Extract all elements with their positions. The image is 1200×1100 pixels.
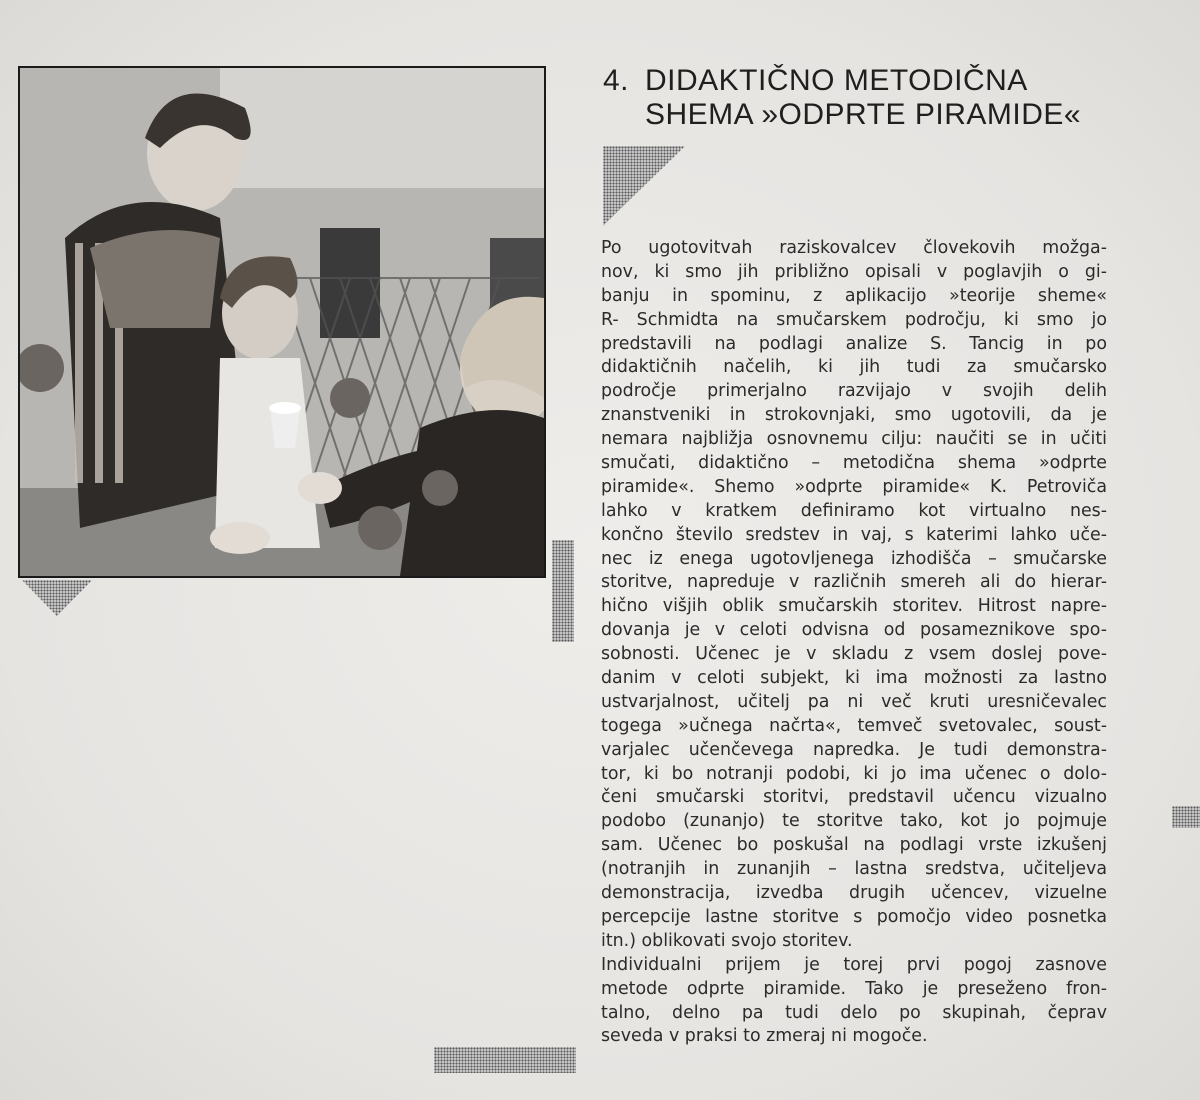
body-line: končno število sredstev in vaj, s katerimi lahko uče- bbox=[601, 524, 1107, 545]
body-line: čeni smučarski storitvi, predstavil učencu vizualno bbox=[601, 787, 1107, 808]
body-line: sam. Učenec bo poskušal na podlagi vrste izkušenj bbox=[601, 835, 1107, 856]
dotted-bottom-bar-decoration bbox=[434, 1047, 576, 1073]
body-line: seveda v praksi to zmeraj ni mogoče. bbox=[601, 1026, 928, 1047]
section-number: 4. bbox=[603, 64, 630, 97]
body-line: talno, delno pa tudi delo po skupinah, čeprav bbox=[601, 1002, 1107, 1023]
body-line: banju in spominu, z aplikacijo »teorije sheme« bbox=[601, 285, 1107, 306]
body-line: Po ugotovitvah raziskovalcev človekovih možga- bbox=[601, 238, 1107, 258]
body-line: nec iz enega ugotovljenega izhodišča – smučarske bbox=[601, 548, 1107, 569]
body-line: lahko v kratkem definiramo kot virtualno nes- bbox=[601, 500, 1107, 521]
heading-line-1: DIDAKTIČNO METODIČNA bbox=[645, 64, 1028, 97]
body-line: ustvarjalnost, učitelj pa ni več kruti uresničevalec bbox=[601, 691, 1107, 712]
body-line: nemara najbližja osnovnemu cilju: naučiti se in učiti bbox=[601, 429, 1107, 450]
dotted-bar-decoration bbox=[552, 540, 574, 642]
body-line: piramide«. Shemo »odprte piramide« K. Petroviča bbox=[601, 476, 1107, 497]
body-line: dovanja je v celoti odvisna od posameznikove spo- bbox=[601, 620, 1107, 641]
body-line: percepcije lastne storitve s pomočjo video posnetka bbox=[601, 906, 1107, 927]
body-line: demonstracija, izvedba drugih učencev, vizuelne bbox=[601, 883, 1107, 904]
body-line: storitve, napreduje v različnih smereh ali do hierar- bbox=[601, 572, 1107, 593]
body-line: didaktičnih načelih, ki jih tudi za smučarsko bbox=[601, 357, 1107, 378]
body-line: tor, ki bo notranji podobi, ki jo ima učenec o dolo- bbox=[601, 763, 1107, 784]
photo-image-icon bbox=[20, 68, 544, 576]
body-line: danim v celoti subjekt, ki ima možnosti za lastno bbox=[601, 668, 1107, 689]
body-line: varjalec učenčevega napredka. Je tudi demonstra- bbox=[601, 739, 1107, 760]
body-line: predstavili na podlagi analize S. Tancig in po bbox=[601, 333, 1107, 354]
body-line: smučati, didaktično – metodična shema »odprte bbox=[601, 453, 1107, 474]
body-line: togega »učnega načrta«, temveč svetovalec, soust- bbox=[601, 715, 1107, 736]
body-paragraph bbox=[601, 237, 1107, 1049]
section-heading bbox=[603, 64, 1163, 132]
body-line: metode odprte piramide. Tako je preseženo fron- bbox=[601, 978, 1107, 999]
heading-line-2: SHEMA »ODPRTE PIRAMIDE« bbox=[645, 98, 1082, 131]
body-line: znanstveniki in strokovnjaki, smo ugotovili, da je bbox=[601, 405, 1107, 426]
body-line: podobo (zunanjo) te storitve tako, kot jo pojmuje bbox=[601, 811, 1107, 832]
photograph bbox=[18, 66, 546, 578]
body-line: Individualni prijem je torej prvi pogoj zasnove bbox=[601, 954, 1107, 975]
body-line: itn.) oblikovati svojo storitev. bbox=[601, 930, 853, 951]
body-line: področje primerjalno razvijajo v svojih delih bbox=[601, 381, 1107, 402]
body-line: hično višjih oblik smučarskih storitev. Hitrost napre- bbox=[601, 596, 1107, 617]
body-line: nov, ki smo jih približno opisali v poglavjih o gi- bbox=[601, 261, 1107, 282]
body-line: sobnosti. Učenec je v skladu z vsem doslej pove- bbox=[601, 644, 1107, 665]
dotted-page-tab-decoration bbox=[1172, 806, 1200, 828]
body-line: R- Schmidta na smučarskem področju, ki smo jo bbox=[601, 309, 1107, 330]
body-line: (notranjih in zunanjih – lastna sredstva, učiteljeva bbox=[601, 859, 1107, 880]
